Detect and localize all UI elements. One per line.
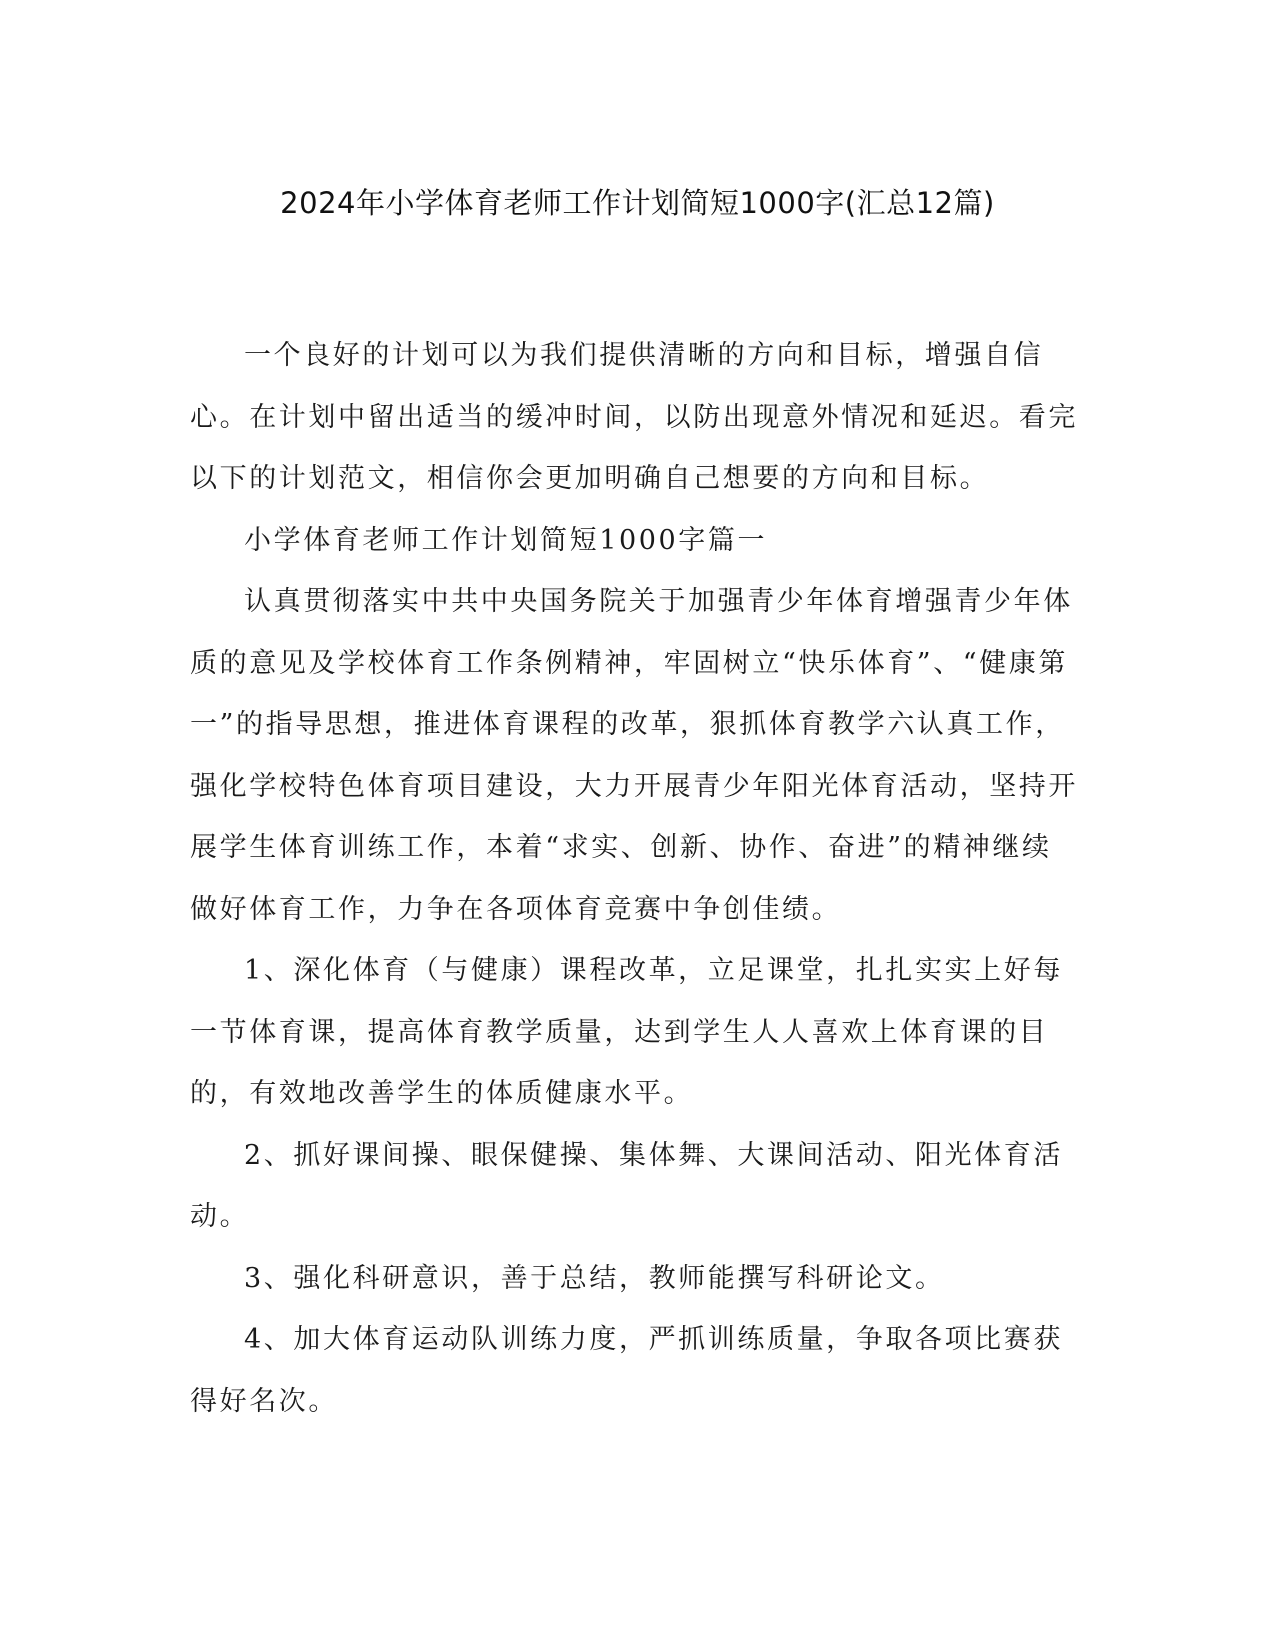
section-heading: 小学体育老师工作计划简短1000字篇一 xyxy=(244,524,768,556)
intro-paragraph: 一个良好的计划可以为我们提供清晰的方向和目标，增强自信心。在计划中留出适当的缓冲时间，以防出现意外情况和延迟。看完以下的计划范文，相信你会更加明确自己想要的方向和目标。 xyxy=(190,340,1078,494)
list-item-4: 4、加大体育运动队训练力度，严抓训练质量，争取各项比赛获得好名次。 xyxy=(190,1324,1063,1417)
list-item-3: 3、强化科研意识，善于总结，教师能撰写科研论文。 xyxy=(244,1262,945,1294)
list-item-2: 2、抓好课间操、眼保健操、集体舞、大课间活动、阳光体育活动。 xyxy=(190,1139,1063,1232)
document-body xyxy=(190,325,1080,1432)
list-item-1: 1、深化体育（与健康）课程改革，立足课堂，扎扎实实上好每一节体育课，提高体育教学质量，达到学生人人喜欢上体育课的目的，有效地改善学生的体质健康水平。 xyxy=(190,955,1063,1109)
body-paragraph: 认真贯彻落实中共中央国务院关于加强青少年体育增强青少年体质的意见及学校体育工作条例精神，牢固树立“快乐体育”、“健康第一”的指导思想，推进体育课程的改革，狠抓体育教学六认真工作，强化学校特色体育项目建设，大力开展青少年阳光体育活动，坚持开展学生体育训练工作，本着“求实、创新、协作、奋进”的精神继续做好体育工作，力争在各项体育竞赛中争创佳绩。 xyxy=(190,586,1078,925)
document-title: 2024年小学体育老师工作计划简短1000字(汇总12篇) xyxy=(280,186,995,220)
